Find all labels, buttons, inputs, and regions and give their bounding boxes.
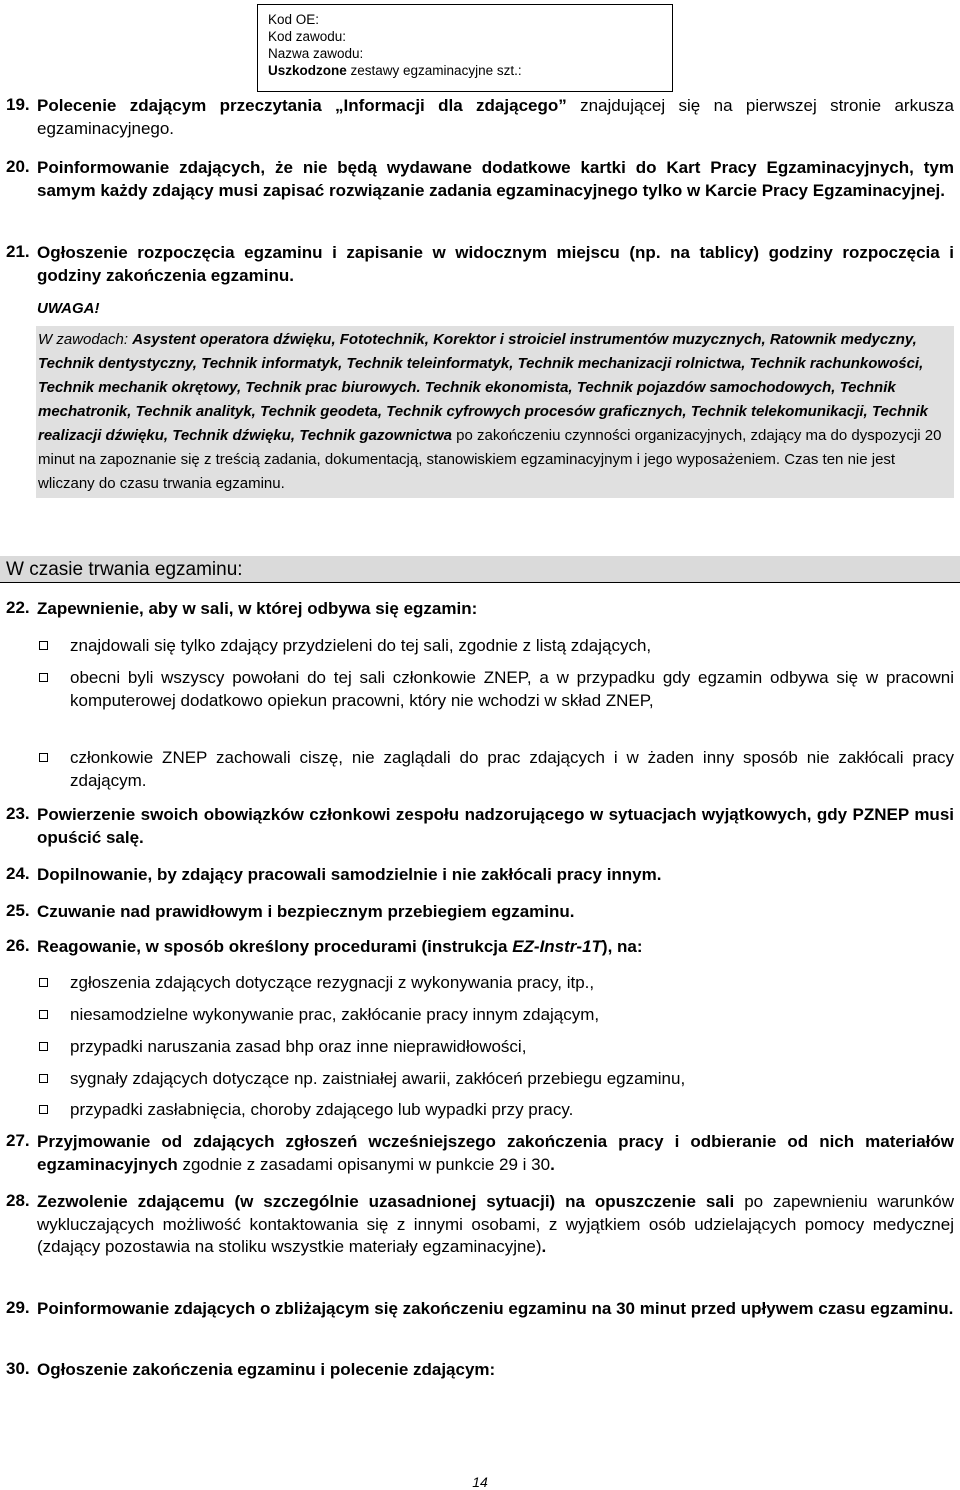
checkbox-bullet-icon — [39, 1105, 48, 1114]
item-30: 30. Ogłoszenie zakończenia egzaminu i polecenie zdającym: — [6, 1359, 496, 1379]
checkbox-bullet-icon — [39, 1074, 48, 1083]
list-item: obecni byli wszyscy powołani do tej sali członkowie ZNEP, a w przypadku gdy egzamin odbywa się w pracowni komputerowej dodatkowo opiekun pracowni, który nie wchodzi w skład ZNEP, — [36, 666, 954, 712]
item-29: 29. Poinformowanie zdających o zbliżającym się zakończeniu egzaminu na 30 minut przed upływem czasu egzaminu. — [6, 1298, 954, 1318]
item-22: 22. Zapewnienie, aby w sali, w której odbywa się egzamin: — [6, 598, 478, 618]
damaged-sets-label: Uszkodzone zestawy egzaminacyjne szt.: — [268, 63, 522, 78]
warning-note: W zawodach: Asystent operatora dźwięku, Fototechnik, Korektor i stroiciel instrumentów muzycznych, Ratownik medyczny, Technik dentystyczny, Technik informatyk, Technik teleinformatyk, Technik mechanizacji rolnictwa, Technik rachunkowości, Technik mechanik okrętowy, Technik prac biurowych. Technik ekonomista, Technik pojazdów samochodowych, Technik mechatronik, Technik analityk, Technik geodeta, Technik cyfrowych procesów graficznych, Technik telekomunikacji, Technik realizacji dźwięku, Technik dźwięku, Technik gazownictwa po zakończeniu czynności organizacyjnych, zdający ma do dyspozycji 20 minut na zapoznanie się z treścią zadania, dokumentacją, stanowiskiem egzaminacyjnym i jego wyposażeniem. Czas ten nie jest wliczany do czasu trwania egzaminu. — [36, 326, 954, 498]
exam-info-box — [257, 4, 673, 92]
item-21: 21. Ogłoszenie rozpoczęcia egzaminu i zapisanie w widocznym miejscu (np. na tablicy) godziny rozpoczęcia i godziny zakończenia egzaminu. — [6, 242, 954, 285]
item-25: 25. Czuwanie nad prawidłowym i bezpiecznym przebiegiem egzaminu. — [6, 901, 575, 921]
list-item: przypadki zasłabnięcia, choroby zdającego lub wypadki przy pracy. — [36, 1098, 954, 1121]
list-item: przypadki naruszania zasad bhp oraz inne nieprawidłowości, — [36, 1035, 954, 1058]
checkbox-bullet-icon — [39, 673, 48, 682]
list-item: sygnały zdających dotyczące np. zaistniałej awarii, zakłóceń przebiegu egzaminu, — [36, 1067, 954, 1090]
uwaga-label: UWAGA! — [37, 300, 100, 317]
kod-zawodu-label: Kod zawodu: — [268, 29, 347, 44]
item-19: 19. Polecenie zdającym przeczytania „Informacji dla zdającego” znajdującej się na pierwszej stronie arkusza egzaminacyjnego. — [6, 95, 954, 138]
item-20: 20. Poinformowanie zdających, że nie będą wydawane dodatkowe kartki do Kart Pracy Egzaminacyjnych, tym samym każdy zdający musi zapisać rozwiązanie zadania egzaminacyjnego tylko w Karcie Pracy Egzaminacyjnej. — [6, 157, 954, 200]
nazwa-zawodu-label: Nazwa zawodu: — [268, 46, 364, 61]
page-number: 14 — [472, 1474, 488, 1490]
list-item: znajdowali się tylko zdający przydzieleni do tej sali, zgodnie z listą zdających, — [36, 634, 954, 657]
item-23: 23. Powierzenie swoich obowiązków członkowi zespołu nadzorującego w sytuacjach wyjątkowych, gdy PZNEP musi opuścić salę. — [6, 804, 954, 847]
checkbox-bullet-icon — [39, 641, 48, 650]
list-item: członkowie ZNEP zachowali ciszę, nie zaglądali do prac zdających i w żaden inny sposób nie zakłócali pracy zdającym. — [36, 746, 954, 792]
checkbox-bullet-icon — [39, 978, 48, 987]
checkbox-bullet-icon — [39, 753, 48, 762]
item-24: 24. Dopilnowanie, by zdający pracowali samodzielnie i nie zakłócali pracy innym. — [6, 864, 662, 884]
item-28: 28. Zezwolenie zdającemu (w szczególnie uzasadnionej sytuacji) na opuszczenie sali po zapewnieniu warunków wykluczających możliwość kontaktowania się z innymi osobami, z wyjątkiem osób udzielających pomocy medycznej (zdający pozostawia na stoliku wszystkie materiały egzaminacyjne). — [6, 1191, 954, 1256]
checkbox-bullet-icon — [39, 1042, 48, 1051]
item-27: 27. Przyjmowanie od zdających zgłoszeń wcześniejszego zakończenia pracy i odbieranie od nich materiałów egzaminacyjnych zgodnie z zasadami opisanymi w punkcie 29 i 30. — [6, 1131, 954, 1174]
list-item: zgłoszenia zdających dotyczące rezygnacji z wykonywania pracy, itp., — [36, 971, 954, 994]
checkbox-bullet-icon — [39, 1010, 48, 1019]
item-26: 26. Reagowanie, w sposób określony procedurami (instrukcja EZ-Instr-1T), na: — [6, 936, 643, 956]
kod-oe-label: Kod OE: — [268, 12, 320, 27]
section-heading: W czasie trwania egzaminu: — [0, 556, 960, 583]
list-item: niesamodzielne wykonywanie prac, zakłócanie pracy innym zdającym, — [36, 1003, 954, 1026]
